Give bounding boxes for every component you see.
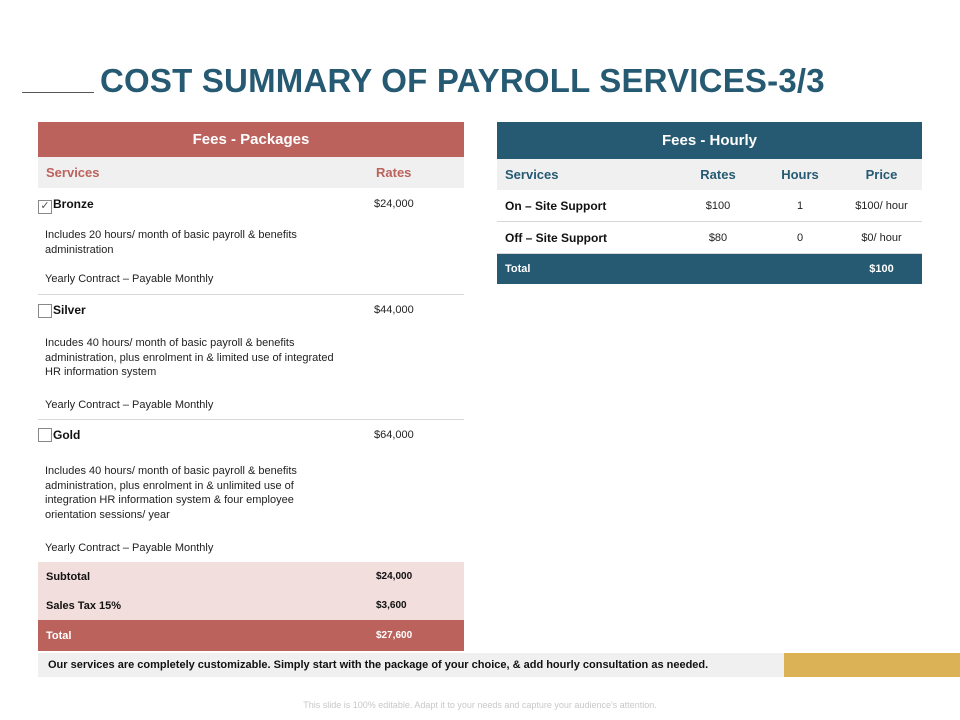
package-description: Includes 20 hours/ month of basic payroll & benefits administration	[45, 229, 297, 256]
package-bronze	[38, 188, 464, 295]
hourly-header: Fees - Hourly	[497, 122, 922, 159]
subtotal-value: $24,000	[376, 571, 413, 582]
service-price: $0/ hour	[861, 231, 902, 244]
hourly-table	[497, 122, 922, 284]
page-title: COST SUMMARY OF PAYROLL SERVICES-3/3	[100, 62, 825, 99]
col-hours: Hours	[781, 167, 819, 182]
col-services: Services	[505, 167, 559, 182]
col-rates: Rates	[376, 165, 412, 180]
total-label: Total	[505, 263, 531, 275]
service-price: $100/ hour	[855, 199, 908, 212]
sales-tax-label: Sales Tax 15%	[46, 599, 122, 612]
subtotal-row	[38, 562, 464, 591]
table-row	[497, 190, 922, 222]
sales-tax-row	[38, 591, 464, 620]
package-description: Includes 40 hours/ month of basic payroll & benefits administration, plus enrolment in & unlimited use of integration HR information system & four employee orientation sessions/ year	[45, 465, 297, 521]
col-services: Services	[46, 165, 100, 180]
col-rates: Rates	[700, 167, 736, 182]
package-name: Bronze	[53, 197, 94, 211]
total-label: Total	[46, 629, 72, 642]
package-silver	[38, 295, 464, 420]
package-contract: Yearly Contract – Payable Monthly	[45, 399, 214, 411]
gold-checkbox[interactable]	[38, 428, 52, 442]
sales-tax-value: $3,600	[376, 600, 407, 611]
accent-bar	[784, 653, 960, 677]
service-name: On – Site Support	[505, 198, 607, 213]
col-price: Price	[865, 167, 898, 182]
package-contract: Yearly Contract – Payable Monthly	[45, 273, 214, 285]
packages-column-headers	[38, 157, 464, 188]
package-contract: Yearly Contract – Payable Monthly	[45, 542, 214, 554]
hourly-total-row	[497, 254, 922, 284]
package-gold	[38, 420, 464, 562]
service-rate: $80	[708, 231, 728, 244]
service-hours: 1	[796, 199, 804, 212]
hourly-column-headers	[497, 159, 922, 190]
total-value: $100	[869, 263, 894, 275]
footer-caption: This slide is 100% editable. Adapt it to your needs and capture your audience's attention.	[303, 700, 657, 710]
customization-note: Our services are completely customizable. Simply start with the package of your choice, & add hourly consultation as needed.	[38, 653, 784, 677]
package-rate: $24,000	[374, 198, 414, 210]
table-row	[497, 222, 922, 254]
total-value: $27,600	[376, 630, 413, 641]
service-hours: 0	[796, 231, 804, 244]
service-name: Off – Site Support	[505, 230, 607, 245]
subtotal-label: Subtotal	[46, 570, 90, 583]
package-name: Gold	[53, 428, 81, 442]
title-rule	[22, 92, 94, 93]
packages-total-row	[38, 620, 464, 651]
packages-header: Fees - Packages	[38, 122, 464, 157]
service-rate: $100	[705, 199, 731, 212]
packages-table	[38, 122, 464, 651]
package-description: Incudes 40 hours/ month of basic payroll & benefits administration, plus enrolment in & limited use of integrated HR information system	[45, 337, 334, 378]
package-rate: $44,000	[374, 304, 414, 316]
package-name: Silver	[53, 303, 86, 317]
package-rate: $64,000	[374, 429, 414, 441]
bronze-checkbox[interactable]: ✓	[38, 200, 52, 214]
silver-checkbox[interactable]	[38, 304, 52, 318]
